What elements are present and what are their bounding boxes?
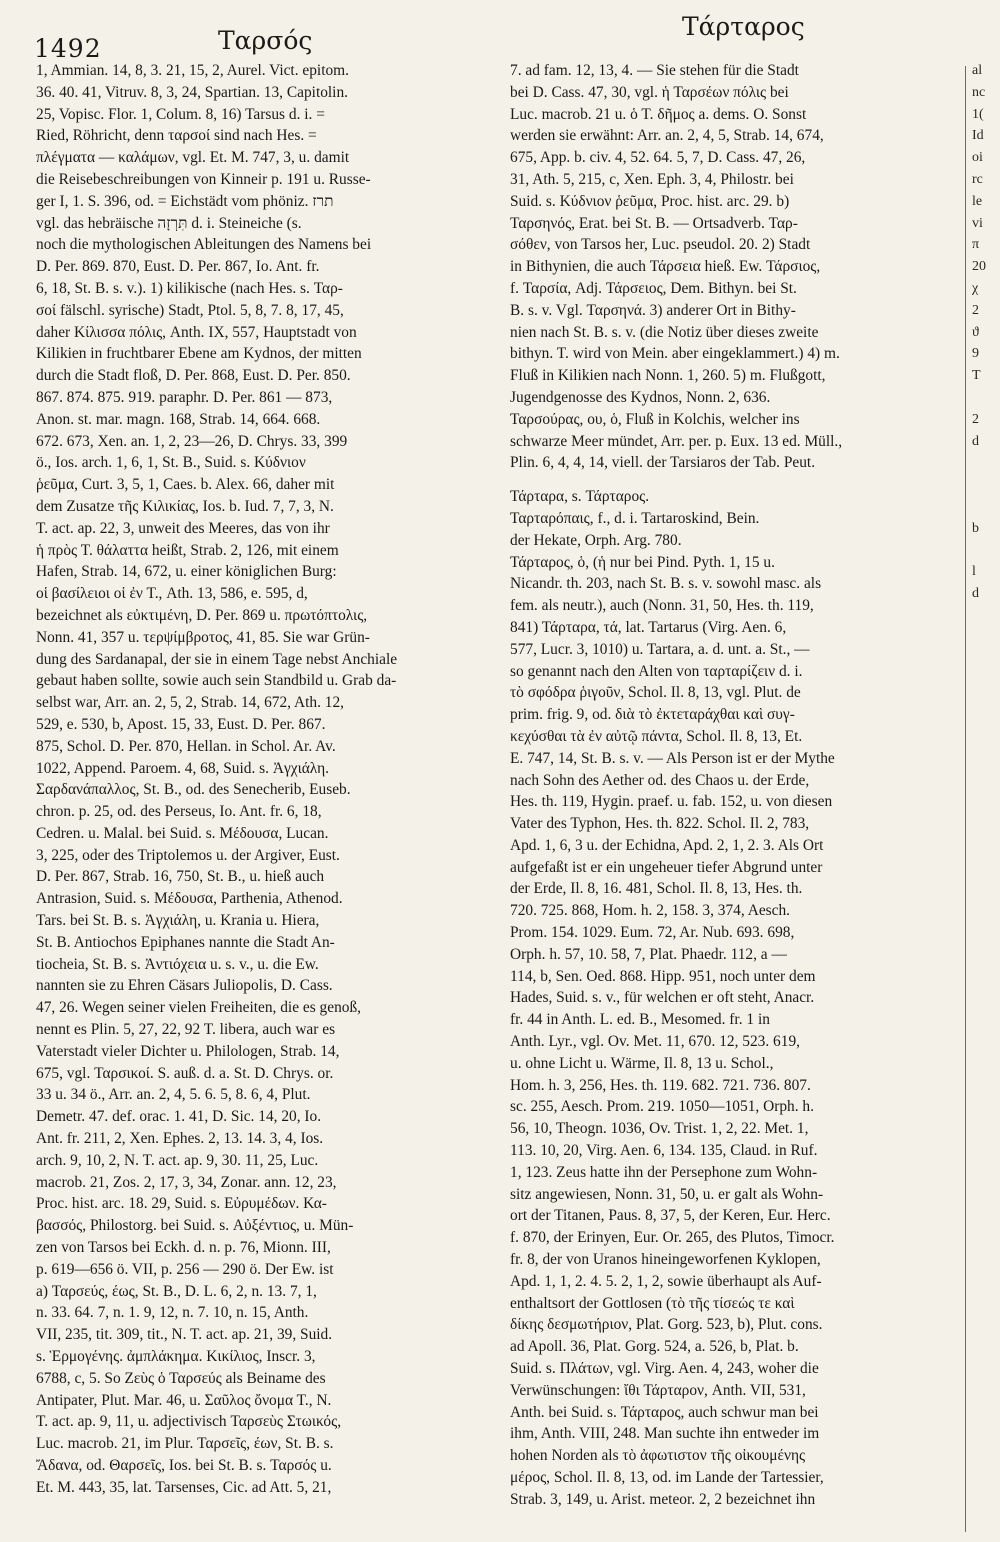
text-line: Plin. 6, 4, 4, 14, viell. der Tarsiaros der Tab. Peut. [510, 454, 816, 472]
text-line: T. act. ap. 22, 3, unweit des Meeres, das von ihr [36, 519, 330, 537]
text-line: 114, b, Sen. Oed. 868. Hipp. 951, noch unter dem [510, 967, 816, 985]
text-line: Τάρταρος, ὁ, (ἡ nur bei Pind. Pyth. 1, 15 u. [510, 553, 775, 571]
text-line: Ant. fr. 211, 2, Xen. Ephes. 2, 13. 14. 3, 4, Ios. [36, 1130, 324, 1148]
text-line: Ταρταρόπαις, f., d. i. Tartaroskind, Bein. [510, 509, 760, 527]
text-line: hohen Norden als τὸ ἀφωτιστον τῆς οἰκουμένης [510, 1447, 806, 1465]
text-line: Vaterstadt vieler Dichter u. Philologen, Strab. 14, [36, 1042, 340, 1060]
text-line: St. B. Antiochos Epiphanes nannte die Stadt An- [36, 933, 335, 951]
text-line: ort der Titanen, Paus. 8, 37, 5, der Keren, Eur. Herc. [510, 1207, 831, 1225]
text-line: ö., Ios. arch. 1, 6, 1, St. B., Suid. s. Κύδνιον [36, 454, 306, 472]
text-line: 875, Schol. D. Per. 870, Hellan. in Schol. Ar. Av. [36, 737, 336, 755]
text-line: fr. 8, der von Uranos hineingeworfenen Kyklopen, [510, 1251, 821, 1269]
text-line: ῥεῦμα, Curt. 3, 5, 1, Caes. b. Alex. 66, daher mit [36, 476, 335, 494]
text-line: sitz angewiesen, Nonn. 31, 50, u. er galt als Wohn- [510, 1185, 824, 1203]
text-line: Ἄδανα, od. Θαρσεῖς, Ios. bei St. B. s. Ταρσός u. [36, 1457, 332, 1474]
margin-fragment [972, 496, 1000, 518]
margin-fragment: vi [972, 215, 983, 231]
text-line: 1022, Append. Paroem. 4, 68, Suid. s. Ἀγχιάλη. [36, 759, 330, 777]
text-line: σοί fälschl. syrische) Stadt, Ptol. 5, 8, 7. 8, 17, 45, [36, 301, 344, 319]
text-line: Jugendgenosse des Kydnos, Nonn. 2, 636. [510, 388, 771, 406]
text-line: chron. p. 25, od. des Perseus, Io. Ant. fr. 6, 18, [36, 803, 322, 821]
text-line: so genannt nach den Alten von ταρταρίζειν d. i. [510, 662, 803, 680]
text-line: 529, e. 530, b, Apost. 15, 33, Eust. D. Per. 867. [36, 715, 326, 733]
text-line: nien nach St. B. s. v. (die Notiz über dieses zweite [510, 323, 819, 341]
text-line: sc. 255, Aesch. Prom. 219. 1050—1051, Orph. h. [510, 1098, 814, 1116]
text-line: D. Per. 869. 870, Eust. D. Per. 867, Io. Ant. fr. [36, 258, 320, 276]
text-line: prim. frig. 9, od. διὰ τὸ ἐκτεταράχθαι καὶ συγ- [510, 706, 795, 724]
margin-fragment [972, 714, 1000, 736]
left-headword: Ταρσός [218, 26, 313, 55]
text-line: aufgefaßt ist er ein ungeheuer tiefer Abgrund unter [510, 858, 823, 876]
margin-fragment: 2 [972, 411, 979, 427]
right-headword: Τάρταρος [682, 12, 805, 41]
text-line: Luc. macrob. 21, im Plur. Ταρσεῖς, έων, St. B. s. [36, 1435, 334, 1453]
text-line: 6, 18, St. B. s. v.). 1) kilikische (nach Hes. s. Ταρ- [36, 279, 343, 297]
margin-fragment [972, 540, 1000, 562]
text-line: ger I, 1. S. 396, od. = Eichstädt vom phöniz. תרז [36, 192, 334, 210]
text-line: Vater des Typhon, Hes. th. 822. Schol. Il. 2, 783, [510, 815, 810, 833]
text-line: 841) Τάρταρα, τά, lat. Tartarus (Virg. Aen. 6, [510, 618, 787, 636]
text-line: n. 33. 64. 7, n. 1. 9, 12, n. 7. 10, n. 15, Anth. [36, 1304, 309, 1322]
margin-fragment: oi [972, 150, 983, 166]
text-line: Suid. s. Πλάτων, vgl. Virg. Aen. 4, 243, woher die [510, 1360, 819, 1378]
text-line: Luc. macrob. 21 u. ὁ Τ. δῆμος a. dems. O. Sonst [510, 105, 807, 123]
text-line: 675, App. b. civ. 4, 52. 64. 5, 7, D. Cass. 47, 26, [510, 149, 806, 167]
column-rule [965, 66, 966, 1532]
running-head [0, 8, 1000, 68]
text-line: dung des Sardanapal, der sie in einem Tage nebst Anchiale [36, 650, 398, 668]
margin-fragment: rc [972, 171, 983, 187]
text-line: VII, 235, tit. 309, tit., N. T. act. ap. 21, 39, Suid. [36, 1326, 333, 1344]
text-line: f. 870, der Erinyen, Eur. Or. 265, des Plutos, Timocr. [510, 1229, 835, 1247]
margin-fragment [972, 627, 1000, 649]
margin-fragment: ϑ [972, 324, 979, 340]
text-line: D. Per. 867, Strab. 16, 750, St. B., u. hieß auch [36, 868, 325, 886]
text-line: τὸ σφόδρα ῥιγοῦν, Schol. Il. 8, 13, vgl. Plut. de [510, 684, 801, 702]
text-line: in Bithynien, die auch Τάρσεια hieß. Ew. Τάρσιος, [510, 258, 821, 276]
text-line: Suid. s. Κύδνιον ῥεῦμα, Proc. hist. arc. 29. b) [510, 192, 790, 210]
margin-fragment: T [972, 368, 981, 384]
text-line: Fluß in Kilikien nach Nonn. 1, 260. 5) m. Flußgott, [510, 367, 826, 385]
text-line: B. s. v. Vgl. Ταρσηνά. 3) anderer Ort in Bithy- [510, 301, 796, 319]
margin-fragment [972, 692, 1000, 714]
text-line: werden sie erwähnt: Arr. an. 2, 4, 5, Strab. 14, 674, [510, 127, 824, 145]
margin-fragment: le [972, 193, 983, 209]
text-line: οἱ βασίλειοι οἱ ἐν Τ., Ath. 13, 586, e. 595, d, [36, 585, 308, 603]
margin-fragment [972, 758, 1000, 780]
text-line: nennt es Plin. 5, 27, 22, 92 T. libera, auch war es [36, 1021, 336, 1039]
text-line: 675, vgl. Ταρσικοί. S. auß. d. a. St. D. Chrys. or. [36, 1064, 334, 1082]
margin-fragment: Id [972, 128, 984, 144]
margin-fragment [972, 801, 1000, 823]
margin-fragment: b [972, 520, 979, 536]
margin-fragment [972, 670, 1000, 692]
text-line: Hom. h. 3, 256, Hes. th. 119. 682. 721. 736. 807. [510, 1076, 811, 1094]
text-line: schwarze Meer mündet, Arr. per. p. Eux. 13 ed. Müll., [510, 432, 843, 450]
text-line: tiocheia, St. B. s. Ἀντιόχεια u. s. v., u. die Ew. [36, 955, 319, 973]
page-number: 1492 [34, 34, 102, 63]
text-line: Hes. th. 119, Hygin. praef. u. fab. 152, u. von diesen [510, 793, 833, 811]
text-line: enthaltsort der Gottlosen (τὸ τῆς τίσεώς τε καὶ [510, 1294, 795, 1312]
margin-fragment: d [972, 586, 979, 602]
adjacent-page-margin [972, 60, 1000, 823]
text-line: σόθεν, von Tarsos her, Luc. pseudol. 20. 2) Stadt [510, 236, 811, 254]
text-line: ihm, Anth. VIII, 248. Man suchte ihn entweder im [510, 1425, 820, 1443]
text-line: der Erde, Il. 8, 16. 481, Schol. Il. 8, 13, Hes. th. [510, 880, 803, 898]
text-line: 31, Ath. 5, 215, c, Xen. Eph. 3, 4, Philostr. bei [510, 170, 794, 188]
text-line: δίκης δεσμωτήριον, Plat. Gorg. 523, b), Plut. cons. [510, 1316, 823, 1334]
text-line: nach Sohn des Aether od. des Chaos u. der Erde, [510, 771, 810, 789]
text-line: μέρος, Schol. Il. 8, 13, od. im Lande der Tartessier, [510, 1469, 824, 1486]
text-line: Kilikien in fruchtbarer Ebene am Kydnos, der mitten [36, 345, 362, 363]
text-line: Ταρσούρας, ου, ὁ, Fluß in Kolchis, welcher ins [510, 410, 800, 428]
text-line: Demetr. 47. def. orac. 1. 41, D. Sic. 14, 20, Io. [36, 1108, 322, 1126]
margin-fragment: 1( [972, 106, 984, 122]
text-line: Nicandr. th. 203, nach St. B. s. v. sowohl masc. als [510, 575, 822, 593]
text-line: 36. 40. 41, Vitruv. 8, 3, 24, Spartian. 13, Capitolin. [36, 83, 349, 101]
text-line: Cedren. u. Malal. bei Suid. s. Μέδουσα, Lucan. [36, 824, 329, 842]
right-column [510, 60, 968, 1511]
margin-fragment [972, 474, 1000, 496]
text-line: Ταρσηνός, Erat. bei St. B. — Ortsadverb. Ταρ- [510, 214, 798, 232]
text-line: Σαρδανάπαλλος, St. B., od. des Senecherib, Euseb. [36, 781, 351, 799]
text-line: Ried, Röhricht, denn ταρσοί sind nach Hes. = [36, 127, 317, 145]
text-line: nannten sie zu Ehren Cäsars Juliopolis, D. Cass. [36, 977, 333, 995]
margin-fragment: l [972, 564, 976, 580]
text-line: zen von Tarsos bei Eckh. d. n. p. 76, Mionn. III, [36, 1239, 331, 1257]
text-line: 867. 874. 875. 919. paraphr. D. Per. 861 — 873, [36, 388, 333, 406]
text-line: 1, 123. Zeus hatte ihn der Persephone zum Wohn- [510, 1163, 818, 1181]
text-line: 672. 673, Xen. an. 1, 2, 23—26, D. Chrys. 33, 399 [36, 432, 348, 450]
text-line: 33 u. 34 ö., Arr. an. 2, 4, 5. 6. 5, 8. 6, 4, Plut. [36, 1086, 311, 1104]
text-line: 113. 10, 20, Virg. Aen. 6, 134. 135, Claud. in Ruf. [510, 1142, 818, 1160]
text-line: u. ohne Licht u. Wärme, Il. 8, 13 u. Schol., [510, 1054, 774, 1072]
text-line: Anth. Lyr., vgl. Ov. Met. 11, 670. 12, 523. 619, [510, 1033, 800, 1051]
text-line: daher Κίλισσα πόλις, Anth. IX, 557, Hauptstadt von [36, 323, 357, 341]
margin-fragment [972, 649, 1000, 671]
margin-fragment: 9 [972, 346, 979, 362]
text-line: Antipater, Plut. Mar. 46, u. Σαῦλος ὄνομα Τ., N. [36, 1391, 332, 1409]
text-line: bei D. Cass. 47, 30, vgl. ἡ Ταρσέων πόλις bei [510, 83, 789, 101]
text-line: f. Ταρσία, Adj. Τάρσειος, Dem. Bithyn. bei St. [510, 279, 797, 297]
text-line: s. Ἑρμογένης. ἀμπλάκημα. Κικίλιος, Inscr. 3, [36, 1348, 316, 1366]
text-line: ad Apoll. 36, Plat. Gorg. 524, a. 526, b, Plat. b. [510, 1338, 799, 1356]
text-line: Anon. st. mar. magn. 168, Strab. 14, 664. 668. [36, 410, 321, 428]
text-line: πλέγματα — καλάμων, vgl. Et. M. 747, 3, u. damit [36, 149, 350, 167]
text-line: bithyn. T. wird von Mein. aber eingeklammert.) 4) m. [510, 345, 840, 363]
text-line: Apd. 1, 1, 2. 4. 5. 2, 1, 2, sowie überhaupt als Auf- [510, 1272, 822, 1290]
margin-fragment: 20 [972, 259, 986, 275]
text-line: p. 619—656 ö. VII, p. 256 — 290 ö. Der Ew. ist [36, 1260, 334, 1278]
text-line: T. act. ap. 9, 11, u. adjectivisch Ταρσεὺς Στωικός, [36, 1413, 342, 1431]
text-line: Τάρταρα, s. Τάρταρος. [510, 488, 650, 506]
text-line: a) Ταρσεύς, έως, St. B., D. L. 6, 2, n. 13. 7, 1, [36, 1282, 317, 1300]
text-line: κεχύσθαι τὰ ἐν αὐτῷ πάντα, Schol. Il. 8, 13, Et. [510, 727, 803, 745]
text-line: noch die mythologischen Ableitungen des Namens bei [36, 236, 372, 254]
text-line: die Reisebeschreibungen von Kinneir p. 191 u. Russe- [36, 170, 371, 188]
text-line: bezeichnet als εὐκτιμένη, D. Per. 869 u. πρωτόπτολις, [36, 606, 368, 624]
text-line: 3, 225, oder des Triptolemos u. der Argiver, Eust. [36, 846, 340, 864]
text-line: Hades, Suid. s. v., für welchen er oft steht, Anacr. [510, 989, 815, 1007]
text-line: Nonn. 41, 357 u. τερψίμβροτος, 41, 85. Sie war Grün- [36, 628, 370, 646]
text-line: Anth. bei Suid. s. Τάρταρος, auch schwur man bei [510, 1403, 819, 1421]
text-line: Et. M. 443, 35, lat. Tarsenses, Cic. ad Att. 5, 21, [36, 1478, 332, 1496]
text-line: 577, Lucr. 3, 1010) u. Tartara, a. d. unt. a. St., — [510, 640, 810, 658]
text-line: vgl. das hebräische תִּרְזָה d. i. Steineiche (s. [36, 214, 302, 232]
text-line: arch. 9, 10, 2, N. T. act. ap. 9, 30. 11, 25, Luc. [36, 1151, 319, 1169]
text-line: Hafen, Strab. 14, 672, u. einer königlichen Burg: [36, 563, 337, 581]
text-line: Strab. 3, 149, u. Arist. meteor. 2, 2 bezeichnet ihn [510, 1490, 816, 1508]
text-line: Verwünschungen: ἴθι Τάρταρον, Anth. VII, 531, [510, 1381, 806, 1399]
margin-fragment: 2 [972, 302, 979, 318]
margin-fragment: al [972, 63, 983, 78]
text-line: Proc. hist. arc. 18. 29, Suid. s. Εὐρυμέδων. Κα- [36, 1195, 327, 1213]
margin-fragment [972, 387, 1000, 409]
text-line: βασσός, Philostorg. bei Suid. s. Αὐξέντιος, u. Mün- [36, 1217, 354, 1235]
margin-fragment: nc [972, 84, 986, 100]
margin-fragment [972, 605, 1000, 627]
text-line: gebaut haben sollte, sowie auch sein Standbild u. Grab da- [36, 672, 397, 690]
text-line: 1, Ammian. 14, 8, 3. 21, 15, 2, Aurel. Vict. epitom. [36, 62, 349, 79]
margin-fragment [972, 452, 1000, 474]
text-line: Prom. 154. 1029. Eum. 72, Ar. Nub. 693. 698, [510, 924, 795, 942]
text-line: 720. 725. 868, Hom. h. 2, 158. 3, 374, Aesch. [510, 902, 791, 920]
text-line: 25, Vopisc. Flor. 1, Colum. 8, 16) Tarsus d. i. = [36, 105, 325, 123]
text-line: durch die Stadt floß, D. Per. 868, Eust. D. Per. 850. [36, 367, 351, 385]
text-line: Tars. bei St. B. s. Ἀγχιάλη, u. Krania u. Hiera, [36, 912, 320, 930]
text-line: 6788, c, 5. So Ζεὺς ὁ Ταρσεύς als Beiname des [36, 1369, 326, 1387]
text-line: Apd. 1, 6, 3 u. der Echidna, Apd. 2, 1, 2. 3. Als Ort [510, 836, 824, 854]
margin-fragment: d [972, 433, 979, 449]
margin-fragment [972, 779, 1000, 801]
text-line: Antrasion, Suid. s. Μέδουσα, Parthenia, Athenod. [36, 890, 343, 908]
text-line: Orph. h. 57, 10. 58, 7, Plat. Phaedr. 112, a — [510, 945, 787, 963]
text-line: 7. ad fam. 12, 13, 4. — Sie stehen für die Stadt [510, 62, 799, 79]
text-line: E. 747, 14, St. B. s. v. — Als Person ist er der Mythe [510, 749, 835, 767]
left-column [36, 60, 502, 1499]
text-line: selbst war, Arr. an. 2, 5, 2, Strab. 14, 672, Ath. 12, [36, 694, 345, 712]
text-line: dem Zusatze τῆς Κιλικίας, Ios. b. Iud. 7, 7, 3, N. [36, 497, 334, 515]
text-line: macrob. 21, Zos. 2, 17, 3, 34, Zonar. ann. 12, 23, [36, 1173, 337, 1191]
text-line: ἡ πρὸς Τ. θάλαττα heißt, Strab. 2, 126, mit einem [36, 541, 339, 559]
margin-fragment [972, 736, 1000, 758]
margin-fragment: π [972, 237, 980, 253]
text-line: fr. 44 in Anth. L. ed. B., Mesomed. fr. 1 in [510, 1011, 770, 1029]
text-line: 47, 26. Wegen seiner vielen Freiheiten, die es genoß, [36, 999, 362, 1017]
text-line: fem. als neutr.), auch (Nonn. 31, 50, Hes. th. 119, [510, 597, 814, 615]
text-line: 56, 10, Theogn. 1036, Ov. Trist. 1, 2, 22. Met. 1, [510, 1120, 809, 1138]
text-line: der Hekate, Orph. Arg. 780. [510, 531, 682, 549]
margin-fragment: χ [972, 280, 979, 296]
